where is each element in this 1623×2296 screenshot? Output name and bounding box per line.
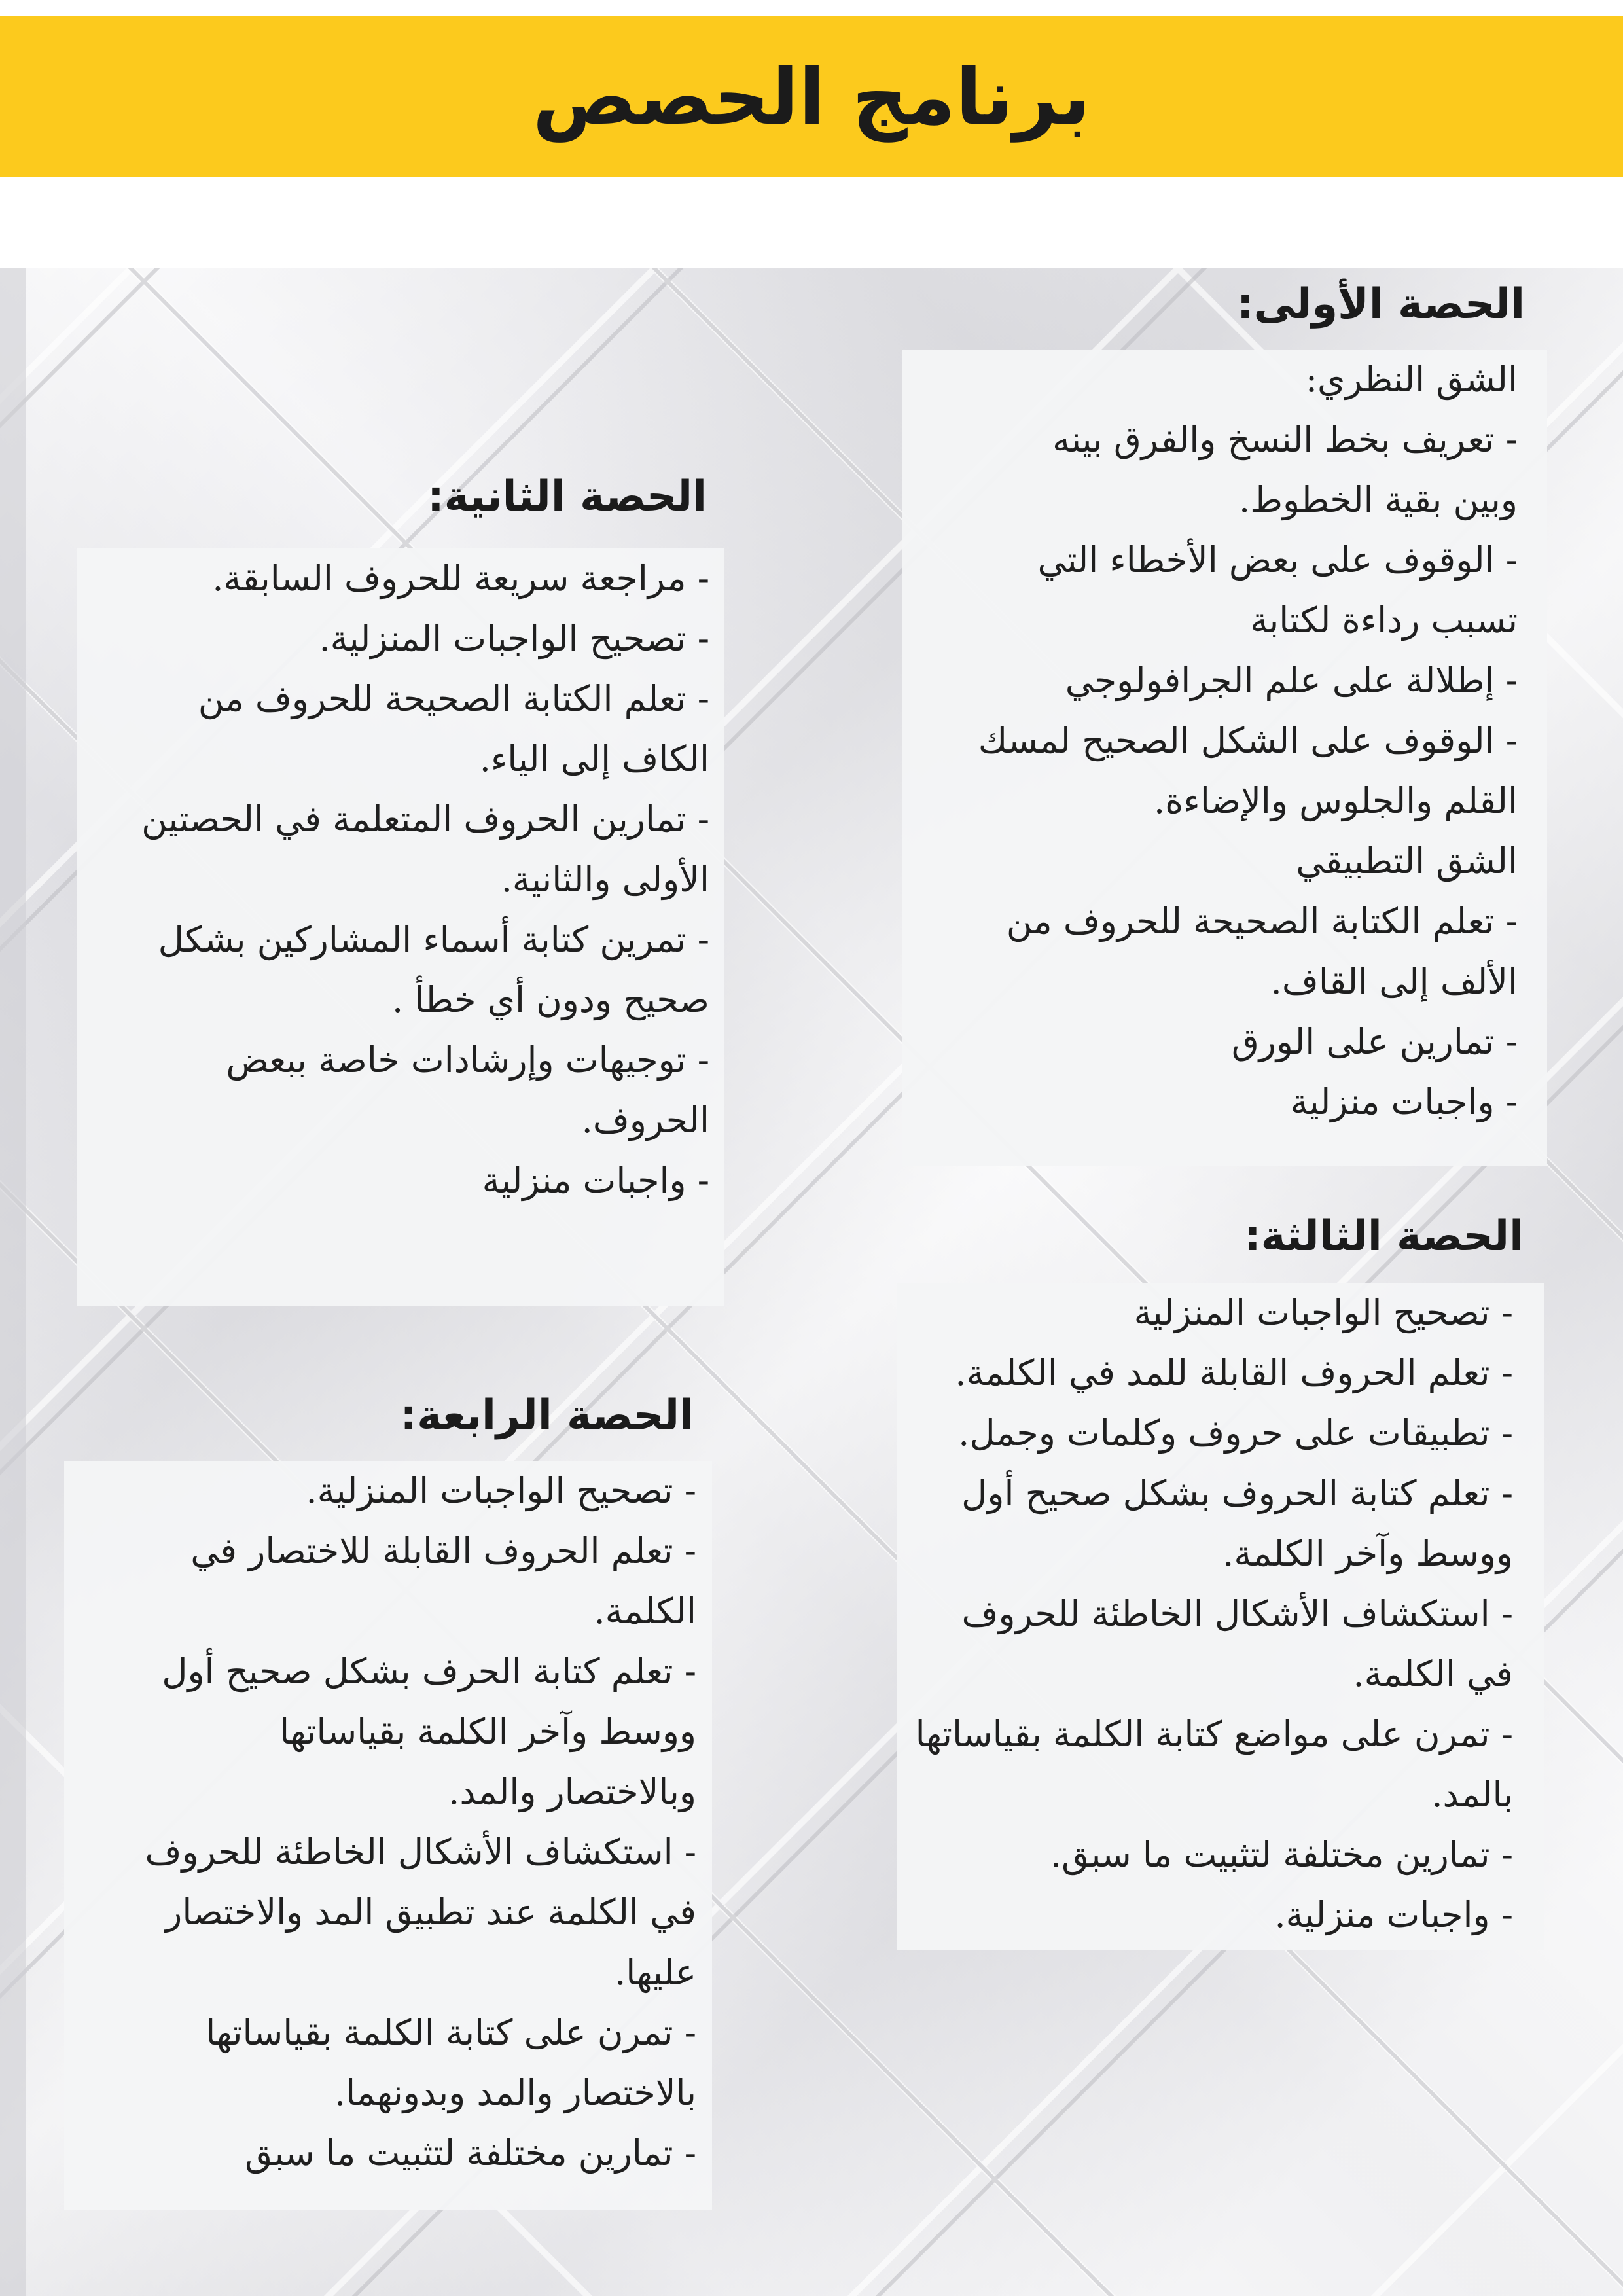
session-2-line: - توجيهات وإرشادات خاصة ببعض <box>226 1039 709 1081</box>
session-1-title: الحصة الأولى: <box>1237 280 1525 329</box>
session-4-line: ووسط وآخر الكلمة بقياساتها <box>279 1711 696 1752</box>
session-1-line: - الوقوف على بعض الأخطاء التي <box>1037 539 1518 581</box>
session-2-line: - تعلم الكتابة الصحيحة للحروف من <box>198 678 709 719</box>
title-banner <box>0 16 1623 177</box>
session-4-line: - تمارين مختلفة لتثبيت ما سبق <box>245 2132 696 2174</box>
session-4-line: بالاختصار والمد وبدونهما. <box>334 2072 696 2113</box>
session-1-line: الشق النظري: <box>1305 359 1518 400</box>
session-1-line: تسبب رداءة لكتابة <box>1250 600 1518 641</box>
session-3-line: - تعلم الحروف القابلة للمد في الكلمة. <box>955 1352 1513 1393</box>
page-title: برنامج الحصص <box>532 52 1091 142</box>
session-2-box <box>77 548 724 1306</box>
session-2-line: صحيح ودون أي خطأ . <box>392 979 709 1020</box>
session-3-line: - واجبات منزلية. <box>1274 1894 1513 1935</box>
session-4-line: عليها. <box>615 1952 696 1993</box>
session-4-line: الكلمة. <box>594 1590 696 1632</box>
session-3-line: - تطبيقات على حروف وكلمات وجمل. <box>958 1412 1513 1454</box>
session-2-line: - تمرين كتابة أسماء المشاركين بشكل <box>158 919 709 960</box>
session-1-line: - إطلالة على علم الجرافولوجي <box>1065 660 1518 701</box>
session-3-line: في الكلمة. <box>1353 1653 1513 1695</box>
session-4-title: الحصة الرابعة: <box>400 1391 694 1440</box>
session-1-line: - تعلم الكتابة الصحيحة للحروف من <box>1006 901 1518 942</box>
session-2-line: - مراجعة سريعة للحروف السابقة. <box>212 558 709 599</box>
session-3-line: ووسط وآخر الكلمة. <box>1222 1533 1513 1574</box>
session-1-line: - الوقوف على الشكل الصحيح لمسك <box>978 720 1518 761</box>
session-2-line: الكاف إلى الياء. <box>479 738 709 780</box>
session-4-line: في الكلمة عند تطبيق المد والاختصار <box>165 1892 696 1933</box>
session-4-line: - تمرن على كتابة الكلمة بقياساتها <box>205 2012 696 2053</box>
session-3-box <box>897 1283 1544 1950</box>
session-3-line: - تمارين مختلفة لتثبيت ما سبق. <box>1050 1834 1513 1875</box>
session-4-box <box>64 1461 712 2210</box>
session-2-line: الحروف. <box>581 1100 709 1141</box>
session-3-line: - تعلم كتابة الحروف بشكل صحيح أول <box>961 1473 1513 1514</box>
session-4-line: - استكشاف الأشكال الخاطئة للحروف <box>145 1831 696 1873</box>
session-2-title: الحصة الثانية: <box>427 473 707 521</box>
session-3-line: - تصحيح الواجبات المنزلية <box>1133 1292 1513 1333</box>
session-1-line: الألف إلى القاف. <box>1270 961 1518 1002</box>
session-1-line: وبين بقية الخطوط. <box>1238 479 1518 520</box>
session-2-line: - تمارين الحروف المتعلمة في الحصتين <box>141 798 709 840</box>
session-2-line: - واجبات منزلية <box>482 1160 709 1201</box>
session-1-line: الشق التطبيقي <box>1296 840 1518 882</box>
session-1-line: - تعريف بخط النسخ والفرق بينه <box>1052 419 1518 460</box>
session-4-line: - تعلم كتابة الحرف بشكل صحيح أول <box>162 1651 696 1692</box>
session-1-line: القلم والجلوس والإضاءة. <box>1153 780 1518 821</box>
session-1-line: - واجبات منزلية <box>1290 1081 1518 1122</box>
session-3-line: - استكشاف الأشكال الخاطئة للحروف <box>961 1593 1513 1634</box>
session-2-line: الأولى والثانية. <box>501 859 709 900</box>
session-3-line: بالمد. <box>1431 1774 1513 1815</box>
session-4-line: وبالاختصار والمد. <box>448 1771 696 1812</box>
session-3-line: - تمرن على مواضع كتابة الكلمة بقياساتها <box>915 1713 1513 1755</box>
session-4-line: - تصحيح الواجبات المنزلية. <box>306 1470 696 1511</box>
session-4-line: - تعلم الحروف القابلة للاختصار في <box>190 1530 696 1571</box>
session-3-title: الحصة الثالثة: <box>1244 1212 1524 1261</box>
session-1-box <box>902 350 1547 1166</box>
session-2-line: - تصحيح الواجبات المنزلية. <box>319 618 709 659</box>
session-1-line: - تمارين على الورق <box>1231 1021 1518 1062</box>
